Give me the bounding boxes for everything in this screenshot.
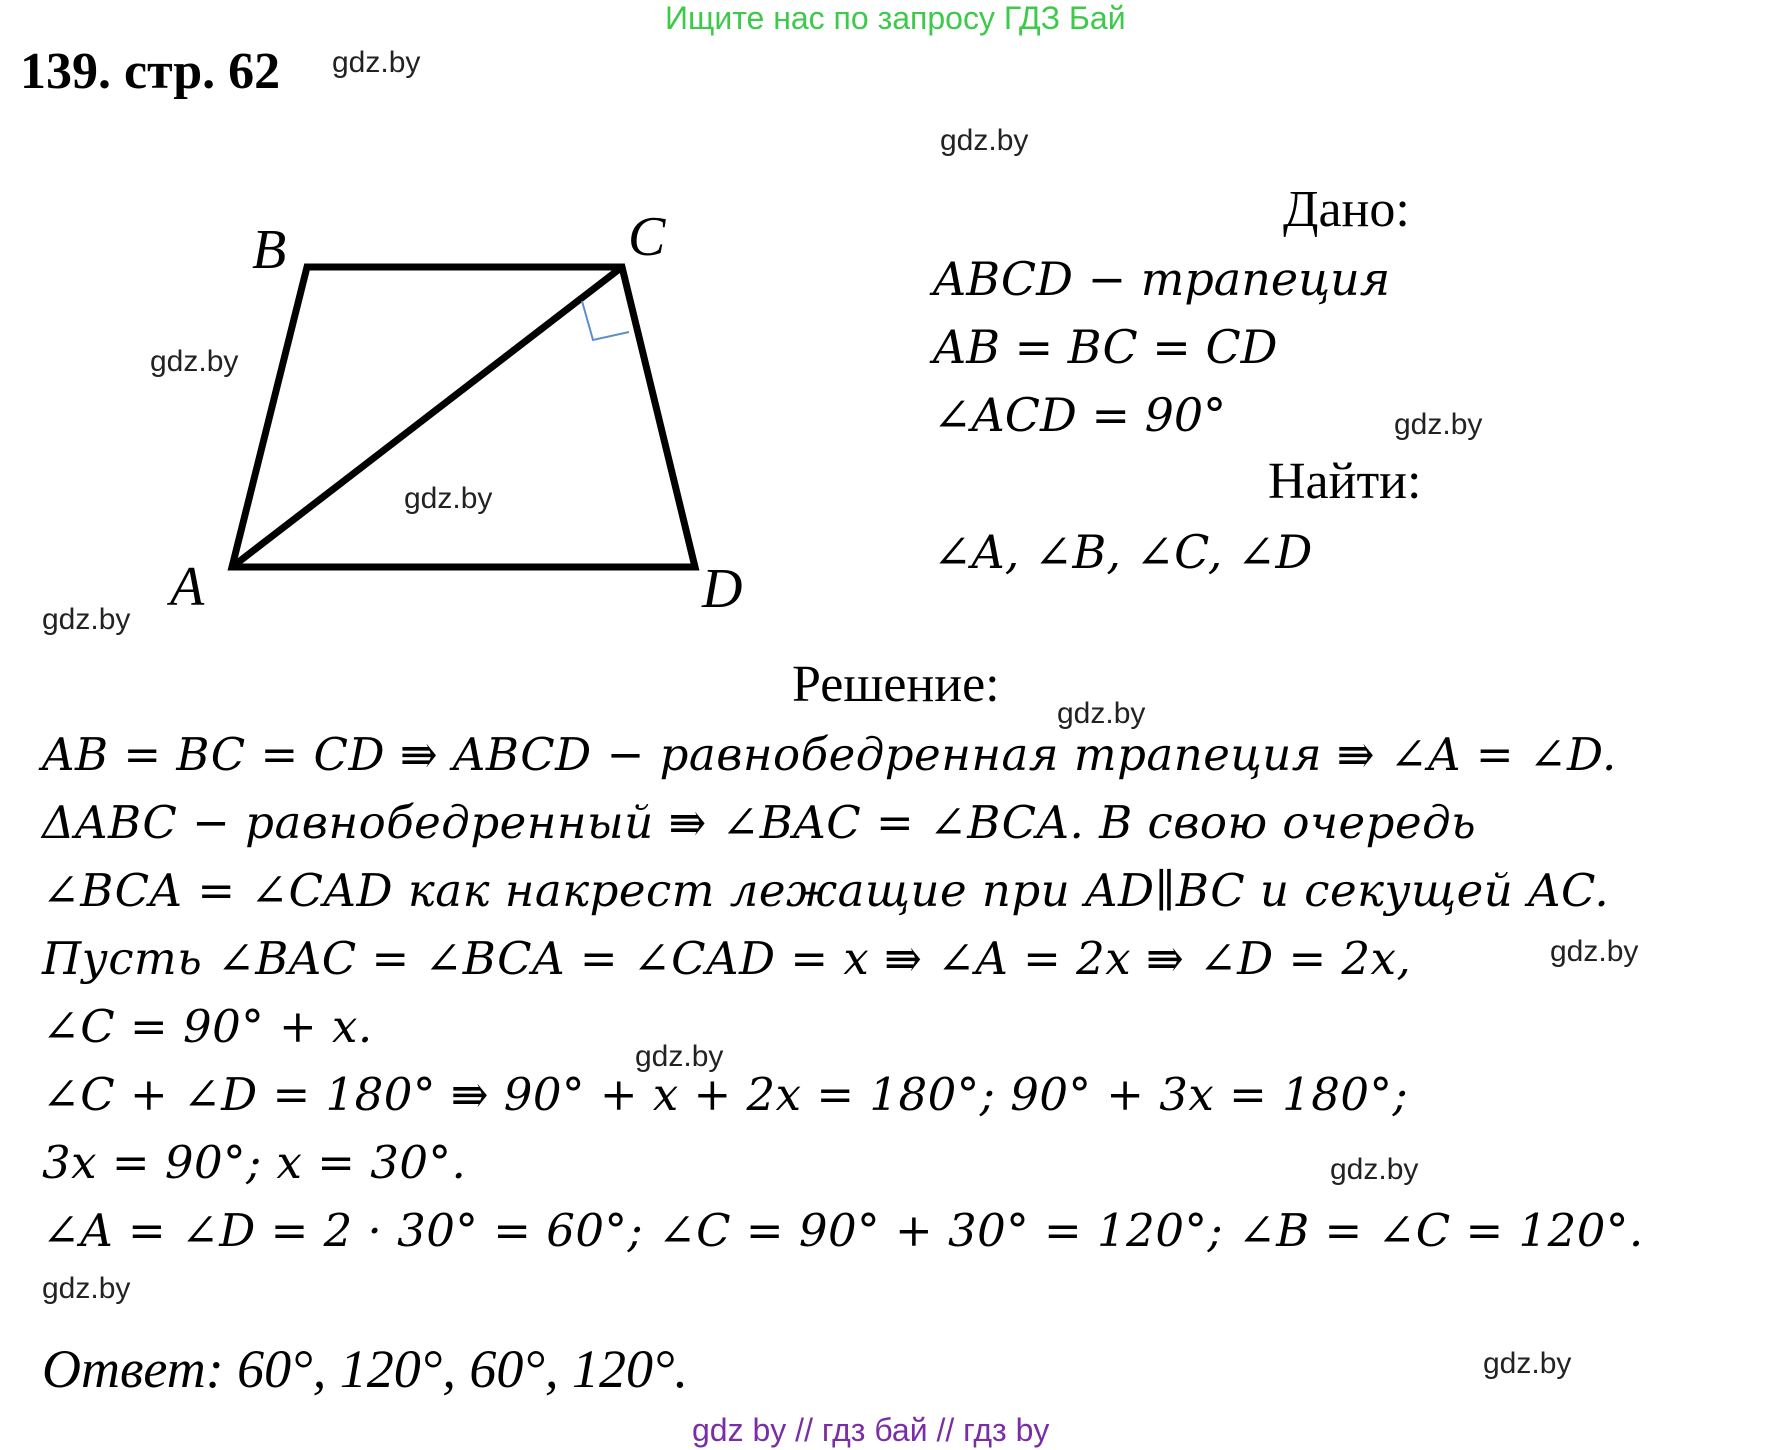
- vertex-label-a: A: [170, 556, 205, 618]
- solution-line-5: ∠C = 90° + x.: [42, 1000, 373, 1053]
- right-angle-marker: [582, 301, 629, 340]
- vertex-label-c: C: [628, 206, 666, 268]
- solution-line-6: ∠C + ∠D = 180° ⇛ 90° + x + 2x = 180°; 90° + 3x = 180°;: [42, 1068, 1409, 1121]
- solution-line-4: Пусть ∠BAC = ∠BCA = ∠CAD = x ⇛ ∠A = 2x ⇛ ∠D = 2x,: [42, 932, 1412, 985]
- watermark: gdz.by: [1483, 1347, 1572, 1380]
- vertex-label-b: B: [252, 219, 287, 281]
- watermark: gdz.by: [42, 1272, 131, 1305]
- watermark: gdz.by: [1057, 697, 1146, 730]
- watermark: gdz.by: [635, 1040, 724, 1073]
- given-title: Дано:: [1283, 181, 1410, 238]
- watermark: gdz.by: [1394, 408, 1483, 441]
- watermark: gdz.by: [1550, 935, 1639, 968]
- diagonal-ac: [232, 267, 622, 567]
- top-banner: Ищите нас по запросу ГДЗ Бай: [665, 0, 1126, 36]
- watermark: gdz.by: [42, 603, 131, 636]
- watermark: gdz.by: [150, 345, 239, 378]
- given-line-2: AB = BC = CD: [933, 320, 1278, 374]
- watermark: gdz.by: [1330, 1153, 1419, 1186]
- solution-title: Решение:: [792, 656, 1000, 713]
- solution-line-1: AB = BC = CD ⇛ ABCD − равнобедренная трапеция ⇛ ∠A = ∠D.: [42, 728, 1617, 781]
- find-line: ∠A, ∠B, ∠C, ∠D: [933, 525, 1313, 579]
- given-line-3: ∠ACD = 90°: [933, 388, 1227, 442]
- given-line-1: ABCD − трапеция: [933, 252, 1391, 306]
- watermark: gdz.by: [332, 46, 421, 79]
- page-title: 139. стр. 62: [20, 43, 281, 100]
- solution-line-3: ∠BCA = ∠CAD как накрест лежащие при AD∥BC и секущей AC.: [42, 864, 1610, 917]
- trapezoid-figure: [150, 195, 790, 635]
- watermark: gdz.by: [404, 482, 493, 515]
- answer: Ответ: 60°, 120°, 60°, 120°.: [42, 1339, 689, 1399]
- trapezoid-outline: [232, 267, 695, 567]
- solution-line-8: ∠A = ∠D = 2 · 30° = 60°; ∠C = 90° + 30° = 120°; ∠B = ∠C = 120°.: [42, 1204, 1644, 1257]
- solution-line-7: 3x = 90°; x = 30°.: [42, 1136, 467, 1189]
- find-title: Найти:: [1268, 453, 1422, 510]
- footer-links: gdz by // гдз бай // гдз by: [692, 1412, 1050, 1448]
- vertex-label-d: D: [702, 558, 743, 620]
- solution-line-2: ΔABC − равнобедренный ⇛ ∠BAC = ∠BCA. В свою очередь: [42, 796, 1477, 849]
- watermark: gdz.by: [940, 124, 1029, 157]
